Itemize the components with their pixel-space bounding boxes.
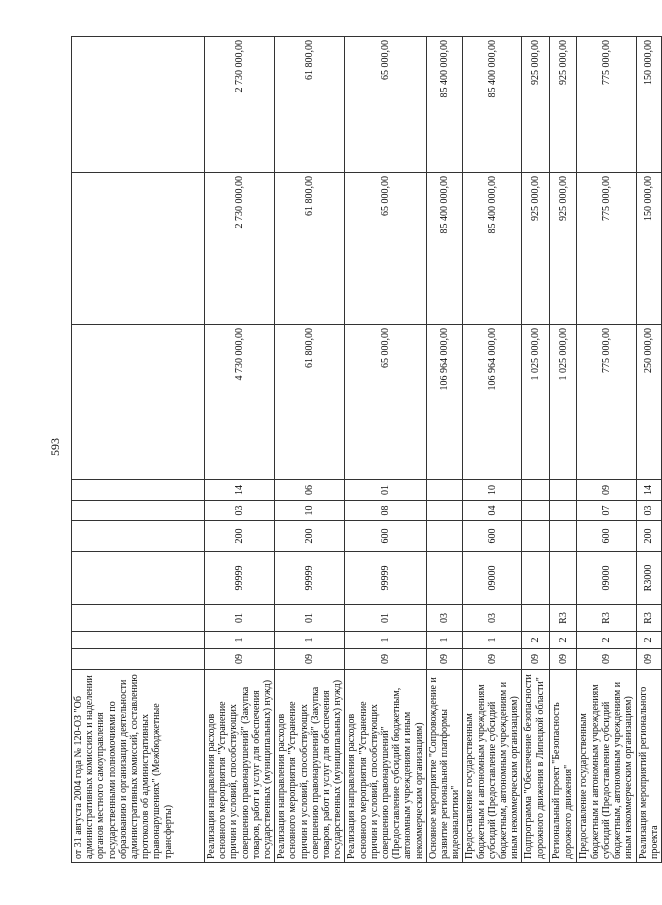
code-subsection xyxy=(550,480,577,501)
code-direction xyxy=(522,552,550,605)
amount-year-2: 925 000,00 xyxy=(522,173,550,325)
table-row xyxy=(205,37,275,863)
budget-table xyxy=(71,36,662,863)
code-expense-type xyxy=(550,521,577,552)
amount-year-1: 106 964 000,00 xyxy=(463,325,522,480)
code-event xyxy=(522,605,550,632)
amount-year-2: 925 000,00 xyxy=(550,173,577,325)
code-expense-type: 600 xyxy=(463,521,522,552)
code-program: 09 xyxy=(275,649,345,670)
code-program: 09 xyxy=(463,649,522,670)
amount-year-1: 775 000,00 xyxy=(577,325,636,480)
row-name: от 31 августа 2004 года № 120-ОЗ "Об административных комиссиях и наделении органов местного самоуправления государственными полномочиями по образованию и организации деятельности административных комиссий, составлению протоколов об административных правонарушениях" (Межбюджетные трансферты) xyxy=(72,670,205,863)
row-name: Реализация направления расходов основного мероприятия "Устранение причин и условий, способствующих совершению правонарушений" (Закупка товаров, работ и услуг для обеспечения государственных (муниципальных) нужд) xyxy=(275,670,345,863)
code-program: 09 xyxy=(577,649,636,670)
code-expense-type: 600 xyxy=(577,521,636,552)
code-event: 01 xyxy=(345,605,426,632)
code-direction xyxy=(72,552,205,605)
code-subsection: 06 xyxy=(275,480,345,501)
table-row xyxy=(275,37,345,863)
code-section: 03 xyxy=(636,501,661,521)
row-name: Предоставление государственным бюджетным и автономным учреждениям субсидий (Предоставление субсидий бюджетным, автономным учреждениям и иным некоммерческим организациям) xyxy=(577,670,636,863)
code-program: 09 xyxy=(522,649,550,670)
amount-year-3: 65 000,00 xyxy=(345,37,426,173)
code-subsection xyxy=(72,480,205,501)
amount-year-1: 65 000,00 xyxy=(345,325,426,480)
code-direction: R3000 xyxy=(636,552,661,605)
code-subprogram: 1 xyxy=(345,632,426,649)
code-direction: 09000 xyxy=(577,552,636,605)
code-event: 03 xyxy=(426,605,463,632)
code-subprogram: 2 xyxy=(550,632,577,649)
amount-year-2: 775 000,00 xyxy=(577,173,636,325)
code-direction: 99999 xyxy=(205,552,275,605)
amount-year-2: 85 400 000,00 xyxy=(426,173,463,325)
table-row xyxy=(550,37,577,863)
amount-year-1: 106 964 000,00 xyxy=(426,325,463,480)
code-section xyxy=(550,501,577,521)
code-expense-type: 200 xyxy=(205,521,275,552)
row-name: Предоставление государственным бюджетным и автономным учреждениям субсидий (Предоставление субсидий бюджетным, автономным учреждениям и иным некоммерческим организациям) xyxy=(463,670,522,863)
code-section: 08 xyxy=(345,501,426,521)
code-subsection: 14 xyxy=(636,480,661,501)
amount-year-1: 1 025 000,00 xyxy=(550,325,577,480)
amount-year-3 xyxy=(72,37,205,173)
row-name: Подпрограмма "Обеспечение безопасности дорожного движения в Липецкой области" xyxy=(522,670,550,863)
budget-table-sheet xyxy=(71,37,660,863)
amount-year-2 xyxy=(72,173,205,325)
code-expense-type: 200 xyxy=(275,521,345,552)
code-expense-type: 600 xyxy=(345,521,426,552)
table-row xyxy=(463,37,522,863)
code-subsection xyxy=(522,480,550,501)
code-section xyxy=(72,501,205,521)
code-subprogram: 2 xyxy=(522,632,550,649)
amount-year-3: 925 000,00 xyxy=(522,37,550,173)
code-event xyxy=(72,605,205,632)
amount-year-1 xyxy=(72,325,205,480)
row-name: Реализация направления расходов основного мероприятия "Устранение причин и условий, способствующих совершению правонарушений" (Предоставление субсидий бюджетным, автономным учреждениям и иным некоммерческим организациям) xyxy=(345,670,426,863)
code-subprogram: 1 xyxy=(275,632,345,649)
amount-year-1: 61 800,00 xyxy=(275,325,345,480)
amount-year-2: 65 000,00 xyxy=(345,173,426,325)
amount-year-3: 85 400 000,00 xyxy=(463,37,522,173)
code-section: 04 xyxy=(463,501,522,521)
code-expense-type: 200 xyxy=(636,521,661,552)
table-row xyxy=(636,37,661,863)
code-event: R3 xyxy=(550,605,577,632)
code-subprogram xyxy=(72,632,205,649)
code-section: 03 xyxy=(205,501,275,521)
code-event: R3 xyxy=(636,605,661,632)
amount-year-2: 85 400 000,00 xyxy=(463,173,522,325)
code-direction: 99999 xyxy=(345,552,426,605)
amount-year-3: 85 400 000,00 xyxy=(426,37,463,173)
code-program: 09 xyxy=(345,649,426,670)
amount-year-1: 1 025 000,00 xyxy=(522,325,550,480)
code-subsection: 10 xyxy=(463,480,522,501)
code-section xyxy=(522,501,550,521)
amount-year-1: 250 000,00 xyxy=(636,325,661,480)
table-row xyxy=(426,37,463,863)
code-direction xyxy=(426,552,463,605)
code-event: 01 xyxy=(205,605,275,632)
amount-year-3: 61 800,00 xyxy=(275,37,345,173)
code-event: 03 xyxy=(463,605,522,632)
code-program: 09 xyxy=(550,649,577,670)
table-row xyxy=(345,37,426,863)
code-subsection xyxy=(426,480,463,501)
amount-year-2: 2 730 000,00 xyxy=(205,173,275,325)
code-subprogram: 2 xyxy=(577,632,636,649)
code-event: R3 xyxy=(577,605,636,632)
amount-year-3: 775 000,00 xyxy=(577,37,636,173)
table-row xyxy=(577,37,636,863)
amount-year-3: 925 000,00 xyxy=(550,37,577,173)
row-name: Региональный проект "Безопасность дорожного движения" xyxy=(550,670,577,863)
amount-year-3: 150 000,00 xyxy=(636,37,661,173)
code-section: 07 xyxy=(577,501,636,521)
code-expense-type xyxy=(522,521,550,552)
code-subsection: 01 xyxy=(345,480,426,501)
code-subprogram: 1 xyxy=(463,632,522,649)
code-subsection: 14 xyxy=(205,480,275,501)
page-number: 593 xyxy=(48,438,62,456)
row-name: Реализация мероприятий регионального проекта xyxy=(636,670,661,863)
table-row xyxy=(72,37,205,863)
amount-year-2: 61 800,00 xyxy=(275,173,345,325)
code-program: 09 xyxy=(636,649,661,670)
code-section xyxy=(426,501,463,521)
code-subsection: 09 xyxy=(577,480,636,501)
row-name: Реализация направления расходов основного мероприятия "Устранение причин и условий, способствующих совершению правонарушений" (Закупка товаров, работ и услуг для обеспечения государственных (муниципальных) нужд) xyxy=(205,670,275,863)
amount-year-2: 150 000,00 xyxy=(636,173,661,325)
code-direction: 99999 xyxy=(275,552,345,605)
code-expense-type xyxy=(426,521,463,552)
amount-year-3: 2 730 000,00 xyxy=(205,37,275,173)
table-row xyxy=(522,37,550,863)
amount-year-1: 4 730 000,00 xyxy=(205,325,275,480)
code-program: 09 xyxy=(426,649,463,670)
code-event: 01 xyxy=(275,605,345,632)
code-subprogram: 2 xyxy=(636,632,661,649)
code-subprogram: 1 xyxy=(426,632,463,649)
row-name: Основное мероприятие "Сопровождение и развитие региональной платформы видеоаналитики" xyxy=(426,670,463,863)
code-expense-type xyxy=(72,521,205,552)
code-subprogram: 1 xyxy=(205,632,275,649)
code-program xyxy=(72,649,205,670)
code-direction xyxy=(550,552,577,605)
code-program: 09 xyxy=(205,649,275,670)
code-direction: 09000 xyxy=(463,552,522,605)
code-section: 10 xyxy=(275,501,345,521)
